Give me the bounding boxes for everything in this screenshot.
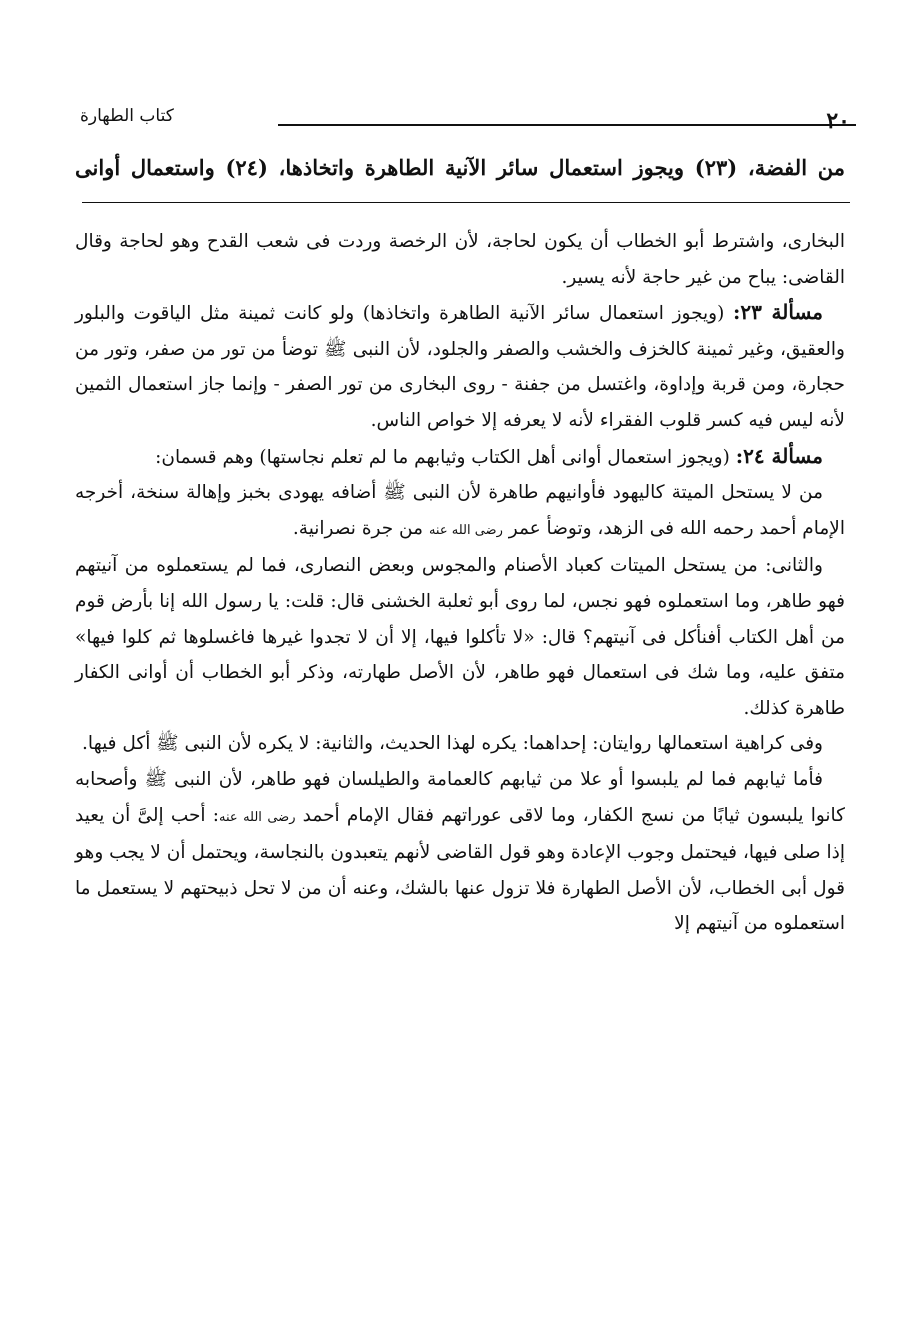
thiyab-text-a: فأما ثيابهم فما لم يلبسوا أو علا من ثيابهم كالعمامة والطيلسان فهو طاهر، لأن النبى xyxy=(166,768,824,790)
thiyab-text-c: : أحب إلىَّ أن يعيد إذا صلى فيها، فيحتمل وجوب الإعادة وهو قول القاضى لأنهم يتعبدون بالنجاسة، ويحتمل أن لا يجب وهو قول أبى الخطاب، لأن الأصل الطهارة فلا تزول عنها بالشك، وعنه أن من لا تحل ذبيحتهم لا يستعمل ما استعملوه من آنيتهم إلا xyxy=(75,804,845,935)
honorific-umar: رضى الله عنه xyxy=(428,522,503,538)
commentary-body xyxy=(75,224,845,942)
thiyab-text-b: وأصحابه كانوا يلبسون ثيابًا من نسج الكفار، وما لاقى عوراتهم فقال الإمام أحمد xyxy=(75,768,845,826)
honorific-prophet-2: ﷺ xyxy=(144,768,167,790)
book-title: كتاب الطهارة xyxy=(80,106,174,126)
text-divider-rule xyxy=(82,202,850,203)
honorific-ahmad: رضى الله عنه xyxy=(218,809,296,825)
header-rule xyxy=(278,124,856,126)
issue-24-text: (ويجوز استعمال أوانى أهل الكتاب وثيابهم ما لم تعلم نجاستها) وهم قسمان: xyxy=(155,446,730,468)
issue-24-label: مسألة ٢٤: xyxy=(735,443,823,468)
first-group-text-b: أضافه يهودى بخبز وإهالة سنخة، أخرجه الإمام أحمد رحمه الله فى الزهد، وتوضأ عمر xyxy=(75,482,845,539)
main-text-line: من الفضة، (٢٣) ويجوز استعمال سائر الآنية الطاهرة واتخاذها، (٢٤) واستعمال أوانى xyxy=(75,155,845,180)
paragraph-karaha: وفى كراهية استعمالها روايتان: إحداهما: يكره لهذا الحديث، والثانية: لا يكره لأن النبى ﷺ أكل فيها. xyxy=(82,733,823,755)
issue-23-label: مسألة ٢٣: xyxy=(732,300,824,325)
paragraph-first-group xyxy=(75,475,845,548)
paragraph-bukhari: البخارى، واشترط أبو الخطاب أن يكون لحاجة، لأن الرخصة وردت فى شعب القدح وهو لحاجة وقال القاضى: يباح من غير حاجة لأنه يسير. xyxy=(75,231,845,288)
page-number: ٢٠ xyxy=(826,108,850,134)
running-header xyxy=(80,104,850,134)
paragraph-second-group: والثانى: من يستحل الميتات كعباد الأصنام والمجوس وبعض النصارى، فما لم يستعملوه من آنيتهم فهو طاهر، وما استعملوه فهو نجس، لما روى أبو ثعلبة الخشنى قال: قلت: يا رسول الله إنا بأرض قوم من أهل الكتاب أفنأكل فى آنيتهم؟ قال: «لا تأكلوا فيها، إلا أن لا تجدوا غيرها فاغسلوها ثم كلوا فيها» متفق عليه، وما شك فى استعمال فهو طاهر، لأن الأصل طهارته، وذكر أبو الخطاب أن أوانى الكفار طاهرة كذلك. xyxy=(75,555,845,719)
issue-23-text: (ويجوز استعمال سائر الآنية الطاهرة واتخاذها) ولو كانت ثمينة مثل الياقوت والبلور والعقيق، وغير ثمينة كالخزف والخشب والصفر والجلود، لأن النبى ﷺ توضأ من تور من صفر، وتور من حجارة، ومن قربة وإداوة، واغتسل من جفنة - روى البخارى من تور الصفر - وإنما جاز استعمال الثمين لأنه ليس فيه كسر قلوب الفقراء لأنه لا يعرفه إلا خواص الناس. xyxy=(75,303,845,431)
paragraph-issue-23 xyxy=(75,295,845,438)
first-group-text-c: من جرة نصرانية. xyxy=(292,517,429,539)
paragraph-thiyab xyxy=(75,762,845,942)
paragraph-issue-24 xyxy=(75,439,845,476)
honorific-prophet: ﷺ xyxy=(383,482,406,504)
first-group-text-a: من لا يستحل الميتة كاليهود فأوانيهم طاهرة لأن النبى xyxy=(405,482,823,504)
